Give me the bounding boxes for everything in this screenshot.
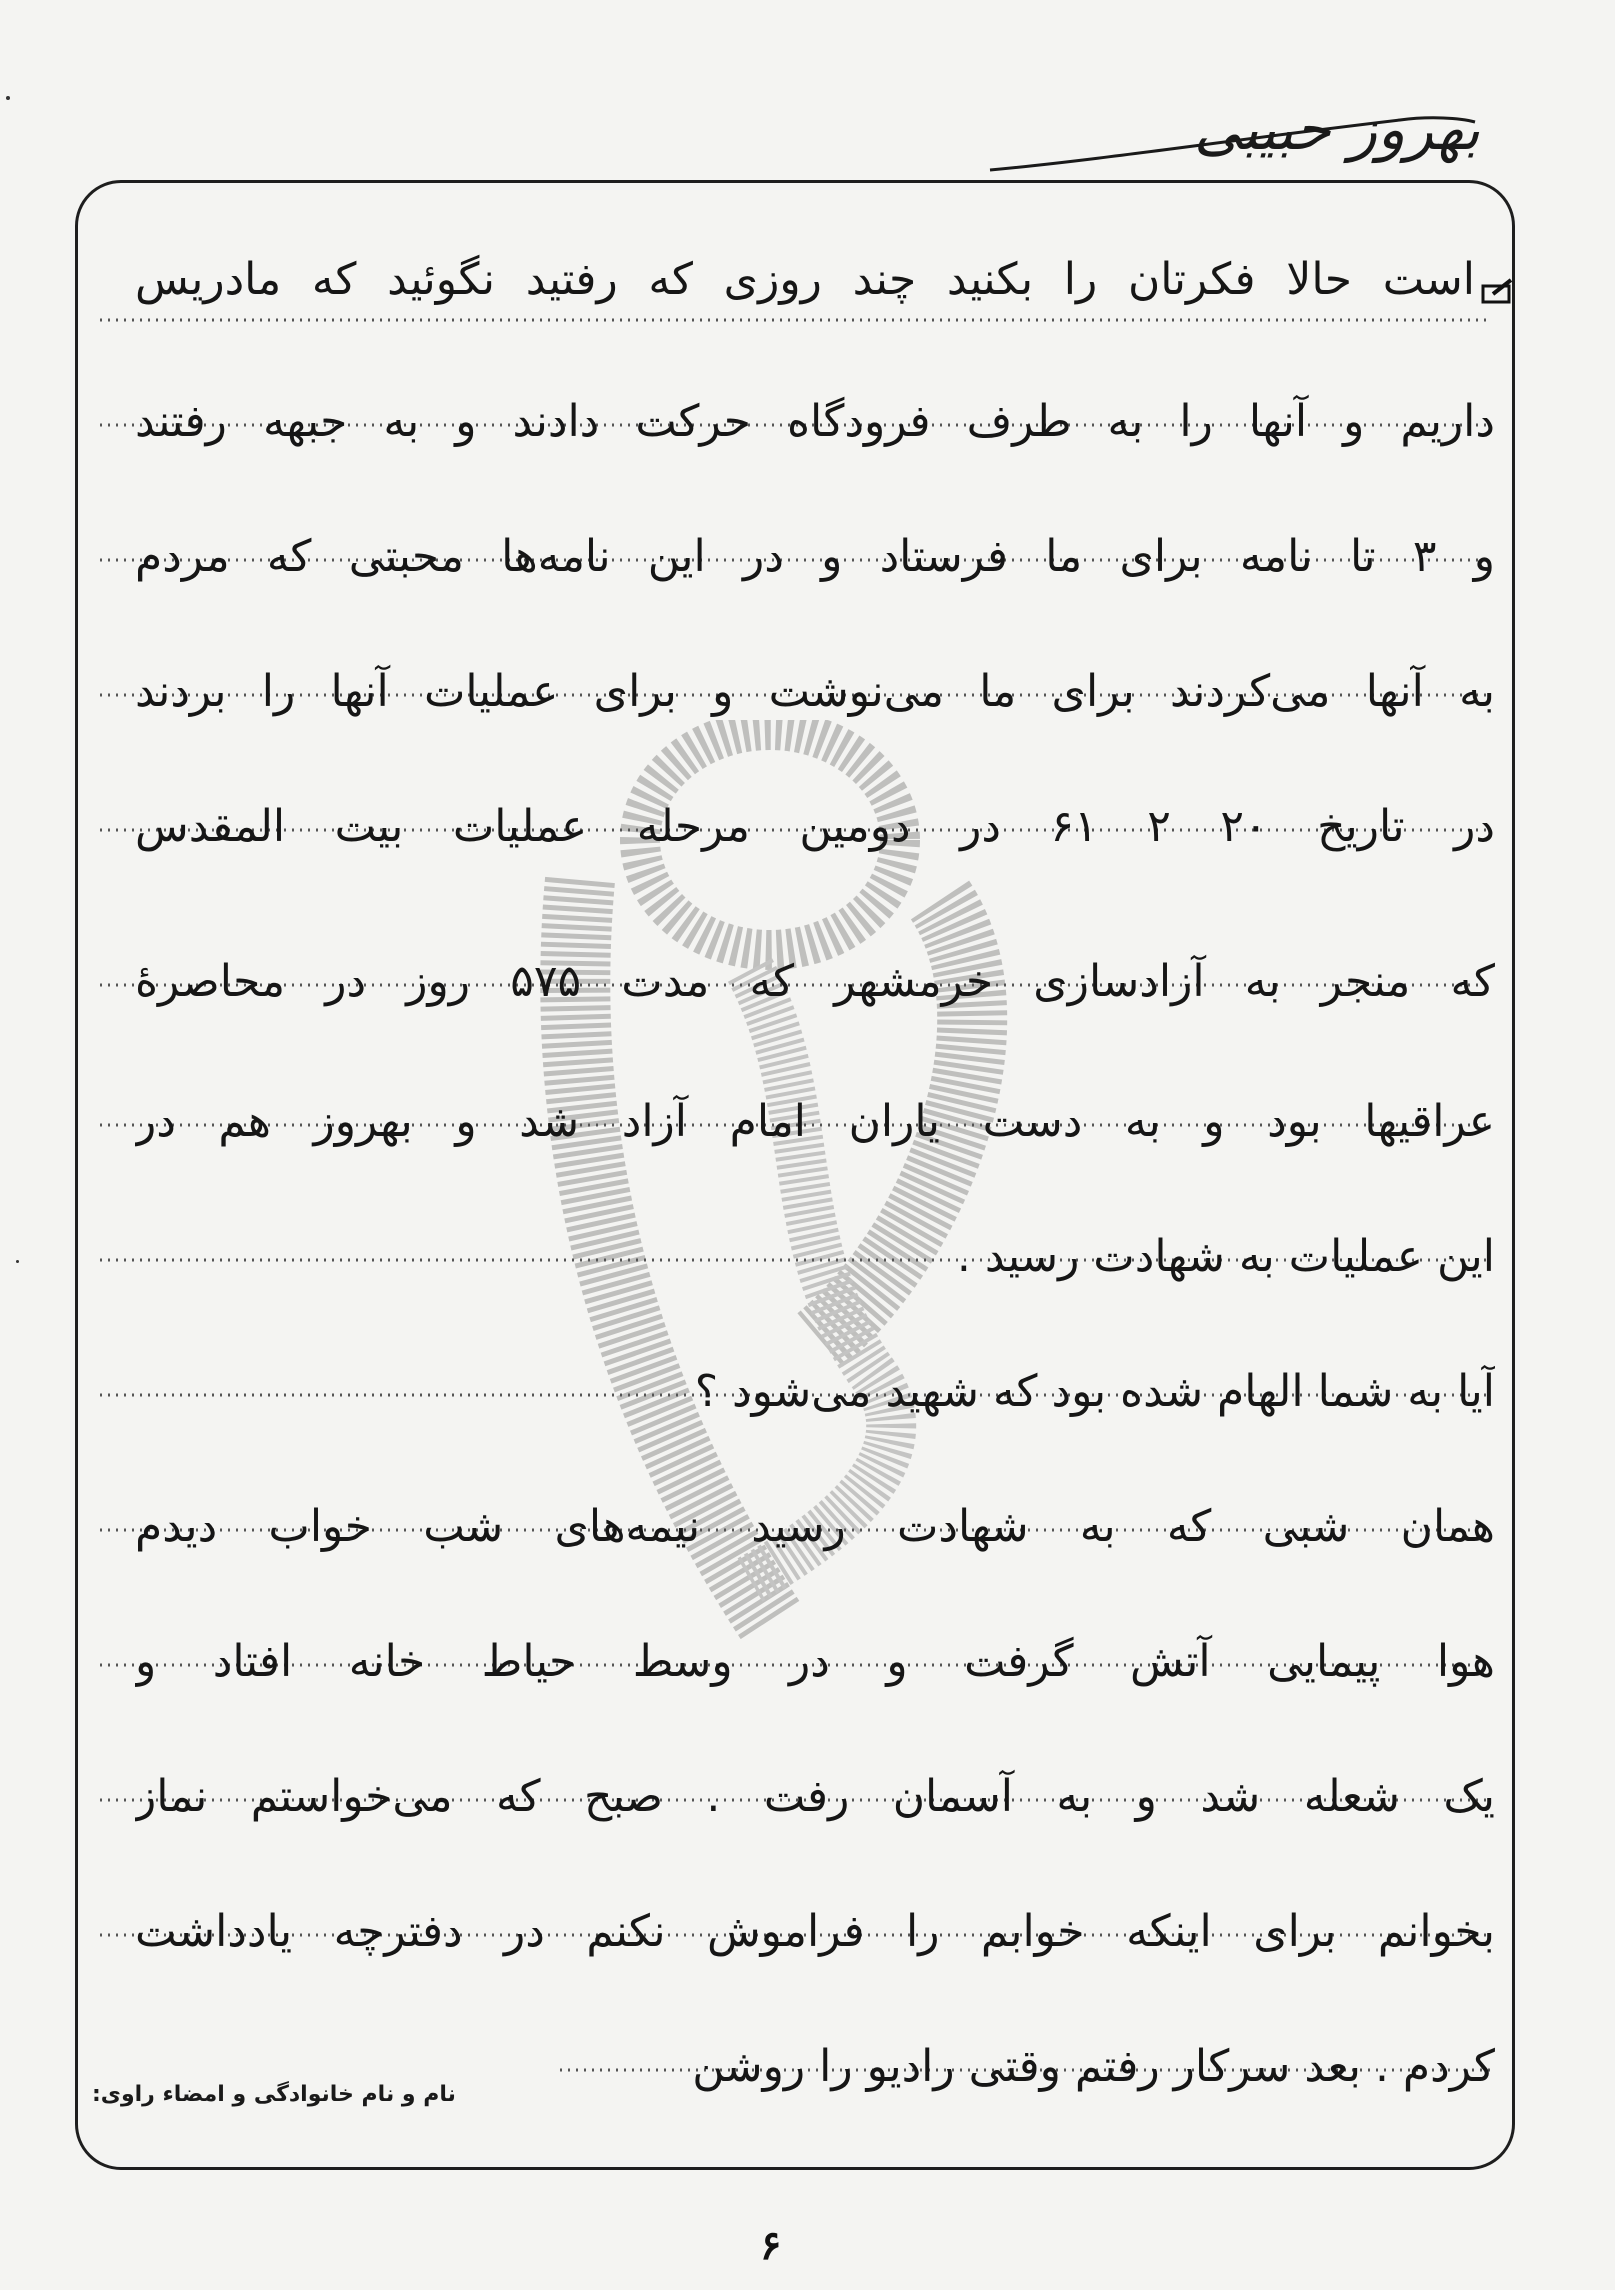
narrator-signature-label: نام و نام خانوادگی و امضاء راوی: [92,2082,456,2107]
text-line-8: این عملیات به شهادت رسید . [956,1231,1495,1282]
text-line-7: عراقیها بود و به دست یاران امام آزاد شد و بهروز هم در [135,1096,1495,1147]
text-line-3: و ۳ تا نامه برای ما فرستاد و در این نامه‌ها محبتی که مردم [135,531,1495,582]
scan-speck [6,96,10,100]
header-name: بهروز حبیبی [1193,95,1480,163]
text-line-1: است حالا فکرتان را بکنید چند روزی که رفتید نگوئید که مادریس [135,254,1475,305]
text-line-6: که منجر به آزادسازی خرمشهر که مدت ۵۷۵ روز در محاصرهٔ [135,956,1495,1007]
text-line-4: به آنها می‌کردند برای ما می‌نوشت و برای عملیات آنها را بردند [135,666,1495,717]
text-line-14: کردم . بعد سرکار رفتم وقتی رادیو را روشن [692,2041,1495,2092]
text-line-5: در تاریخ ۲۰ ۲ ۶۱ در دومین مرحله عملیات بیت المقدس [135,801,1495,852]
text-line-9: آیا به شما الهام شده بود که شهید می‌شود ؟ [694,1366,1495,1417]
note-icon [1481,278,1515,306]
scan-speck [16,1260,19,1263]
text-line-12: یک شعله شد و به آسمان رفت . صبح که می‌خواستم نماز [135,1771,1495,1822]
text-line-13: بخوانم برای اینکه خوابم را فراموش نکنم در دفترچه یادداشت [135,1906,1495,1957]
text-line-10: همان شبی که به شهادت رسید نیمه‌های شب خواب دیدم [135,1501,1495,1552]
text-line-2: داریم و آنها را به طرف فرودگاه حرکت دادند و به جبهه رفتند [135,396,1495,447]
text-line-11: هوا پیمایی آتش گرفت و در وسط حیاط خانه افتاد و [135,1636,1495,1687]
page-number: ۶ [760,2222,782,2269]
